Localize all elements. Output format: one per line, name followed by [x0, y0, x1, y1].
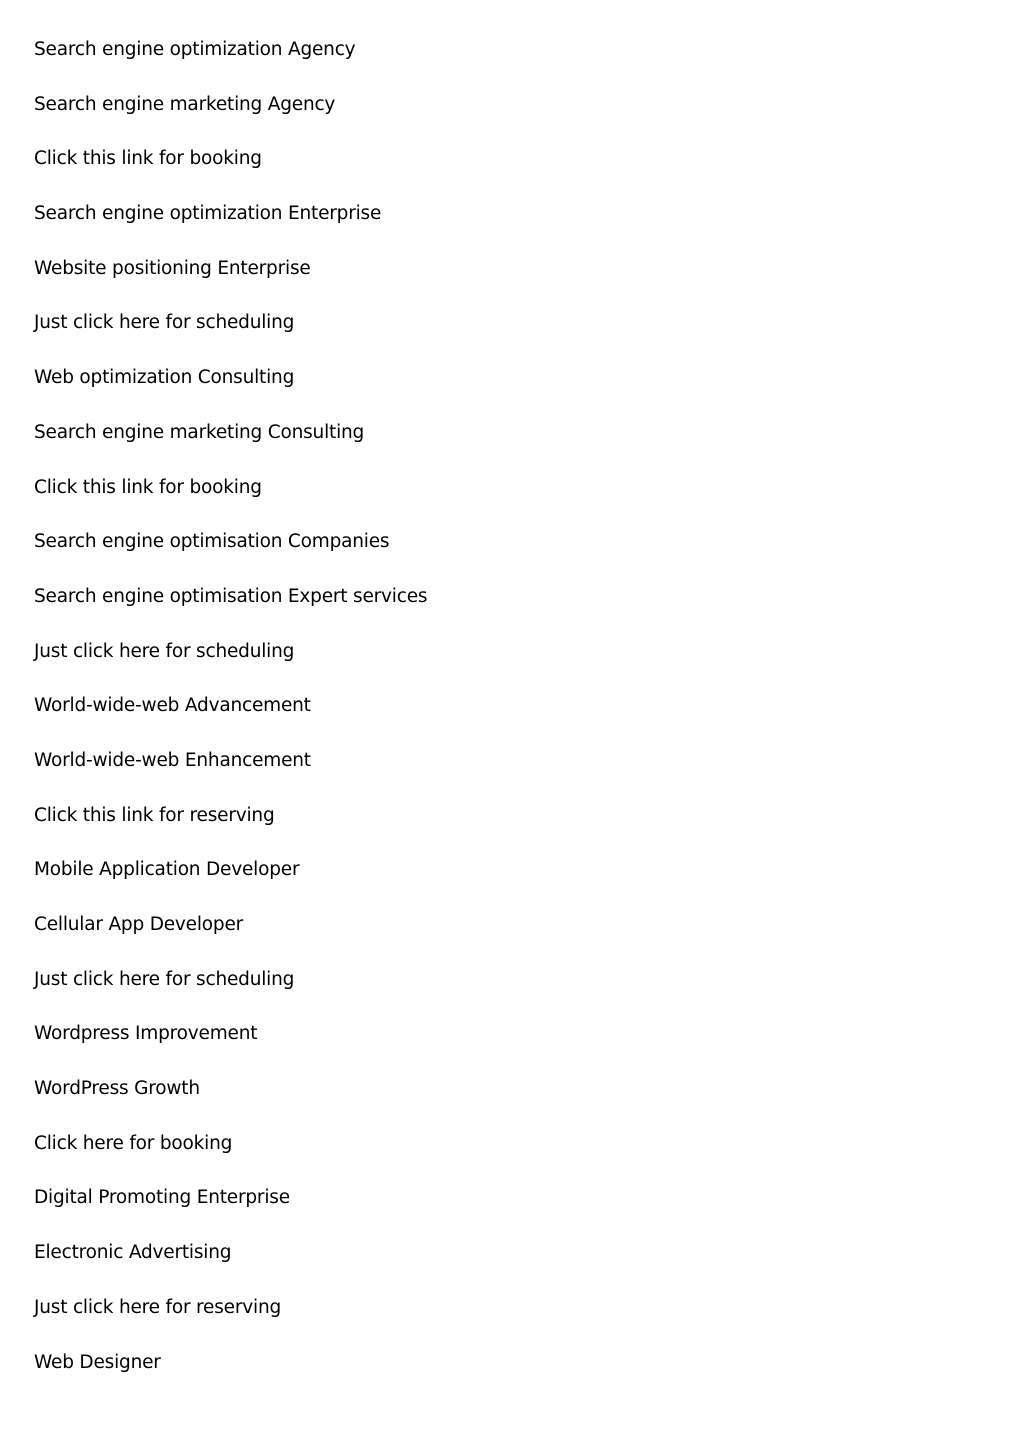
- text-line: Click this link for booking: [34, 476, 262, 498]
- text-line-list: [34, 36, 427, 1403]
- text-line: Just click here for scheduling: [34, 312, 295, 334]
- text-line: Search engine marketing Agency: [34, 93, 336, 115]
- text-line: Search engine optimization Agency: [34, 39, 356, 60]
- text-line: Click this link for reserving: [34, 804, 275, 826]
- text-line: Web Designer: [34, 1351, 161, 1373]
- text-line: Web optimization Consulting: [34, 367, 295, 389]
- text-line: Mobile Application Developer: [34, 859, 300, 881]
- text-line: World-wide-web Advancement: [34, 695, 311, 717]
- text-line: Search engine marketing Consulting: [34, 421, 365, 443]
- text-line: Cellular App Developer: [34, 914, 244, 935]
- text-line: Search engine optimisation Companies: [34, 531, 390, 553]
- text-line: Website positioning Enterprise: [34, 257, 311, 279]
- text-line: Just click here for reserving: [34, 1296, 282, 1318]
- text-line: Electronic Advertising: [34, 1242, 232, 1264]
- text-line: Just click here for scheduling: [34, 640, 295, 662]
- text-line: Search engine optimization Enterprise: [34, 203, 382, 225]
- text-line: Wordpress Improvement: [34, 1023, 258, 1045]
- text-line: Search engine optimisation Expert services: [34, 585, 428, 607]
- text-line: Click this link for booking: [34, 148, 262, 170]
- text-line: World-wide-web Enhancement: [34, 749, 311, 771]
- text-line: Just click here for scheduling: [34, 968, 295, 990]
- text-line: WordPress Growth: [34, 1078, 200, 1100]
- text-line: Click here for booking: [34, 1132, 233, 1154]
- text-line: Digital Promoting Enterprise: [34, 1187, 290, 1209]
